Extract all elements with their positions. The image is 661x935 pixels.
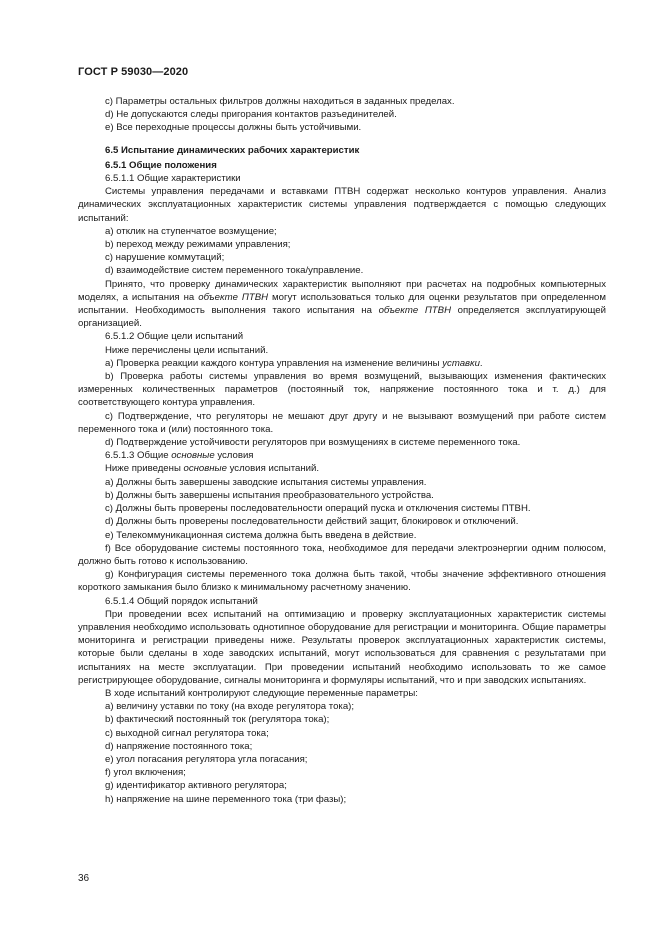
paragraph: b) Должны быть завершены испытания преобразовательного устройства. — [105, 489, 434, 501]
paragraph: d) взаимодействие систем переменного тока/управление. — [105, 265, 364, 277]
paragraph: a) Проверка реакции каждого контура управления на изменение величины уставки. — [105, 357, 483, 369]
paragraph: e) угол погасания регулятора угла погасания; — [105, 753, 308, 765]
paragraph: Системы управления передачами и вставками ПТВН содержат несколько контуров управления. Анализ динамических эксплуатационных характеристик системы управления подтверждается с помощью следующих испытаний: — [78, 186, 606, 224]
paragraph: a) величину уставки по току (на входе регулятора тока); — [105, 701, 355, 713]
paragraph: Ниже перечислены цели испытаний. — [105, 344, 269, 356]
paragraph: d) Подтверждение устойчивости регуляторов при возмущениях в системе переменного тока. — [105, 437, 521, 449]
paragraph: d) напряжение постоянного тока; — [105, 740, 253, 752]
section-heading: 6.5.1 Общие положения — [105, 159, 217, 171]
paragraph: f) угол включения; — [105, 767, 186, 779]
paragraph: a) Должны быть завершены заводские испытания системы управления. — [105, 476, 427, 488]
paragraph: Ниже приведены основные условия испытаний. — [105, 463, 320, 475]
paragraph: c) Параметры остальных фильтров должны находиться в заданных пределах. — [105, 96, 455, 107]
paragraph: g) идентификатор активного регулятора; — [105, 780, 287, 792]
paragraph: 6.5.1.4 Общий порядок испытаний — [105, 595, 258, 607]
paragraph: 6.5.1.3 Общие основные условия — [105, 450, 254, 462]
paragraph: Принято, что проверку динамических характеристик выполняют при расчетах на подробных компьютерных моделях, а испытания на объекте ПТВН могут использоваться только для оценки результатов при определенном испытании. Необходимость выполнения такого испытания на объекте ПТВН определяется эксплуатирующей организацией. — [78, 278, 606, 330]
paragraph: В ходе испытаний контролируют следующие переменные параметры: — [105, 687, 418, 699]
paragraph: c) Должны быть проверены последовательности операций пуска и отключения системы ПТВН. — [105, 503, 531, 515]
paragraph: 6.5.1.2 Общие цели испытаний — [105, 331, 244, 343]
paragraph: e) Все переходные процессы должны быть устойчивыми. — [105, 122, 362, 134]
standard-header: ГОСТ Р 59030—2020 — [78, 66, 189, 78]
paragraph: d) Должны быть проверены последовательности действий защит, блокировок и отключений. — [105, 516, 519, 528]
paragraph: c) выходной сигнал регулятора тока; — [105, 727, 269, 739]
page-number: 36 — [78, 873, 90, 884]
document-body — [78, 95, 606, 806]
paragraph: b) фактический постоянный ток (регулятора тока); — [105, 714, 330, 726]
paragraph: c) Подтверждение, что регуляторы не мешают друг другу и не вызывают возмущений при работе систем переменного тока и (или) постоянного тока. — [78, 410, 606, 435]
paragraph: a) отклик на ступенчатое возмущение; — [105, 225, 277, 237]
paragraph: e) Телекоммуникационная система должна быть введена в действие. — [105, 529, 417, 541]
paragraph: f) Все оборудование системы постоянного тока, необходимое для передачи электроэнергии одним полюсом, должно быть готово к использованию. — [78, 542, 606, 567]
paragraph: b) переход между режимами управления; — [105, 239, 291, 251]
paragraph: 6.5.1.1 Общие характеристики — [105, 173, 241, 185]
paragraph: d) Не допускаются следы пригорания контактов разъединителей. — [105, 109, 397, 121]
paragraph: c) нарушение коммутаций; — [105, 252, 225, 264]
section-heading: 6.5 Испытание динамических рабочих характеристик — [105, 144, 360, 156]
paragraph: b) Проверка работы системы управления во время возмущений, вызывающих изменения фактических измеренных количественных параметров (постоянный ток, напряжение постоянного тока и т. д.) для соответствующего контура управления. — [78, 371, 606, 409]
paragraph: h) напряжение на шине переменного тока (три фазы); — [105, 793, 347, 805]
paragraph: При проведении всех испытаний на оптимизацию и проверку эксплуатационных характеристик системы управления необходимо использовать однотипное оборудование для регистрации и мониторинга. Общие параметры мониторинга и регистрации приведены ниже. Результаты проверок эксплуатационных характеристик системы, которые были сделаны в ходе заводских испытаний, могут использоваться для сравнения с результатами при испытаниях на месте эксплуатации. При проведении испытаний необходимо использовать то же самое регистрирующее оборудование, сигналы мониторинга и формуляры испытаний, что и при заводских испытаниях. — [78, 608, 606, 686]
paragraph: g) Конфигурация системы переменного тока должна быть такой, чтобы значение эффективного отношения короткого замыкания было близко к минимальному расчетному значению. — [78, 569, 606, 594]
